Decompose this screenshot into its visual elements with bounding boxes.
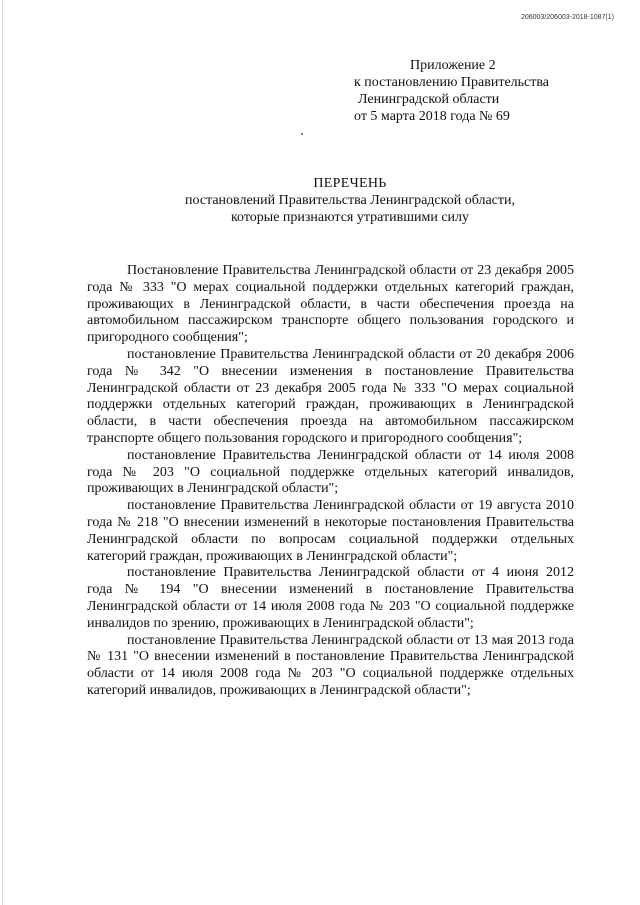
list-title: ПЕРЕЧЕНЬ <box>313 176 387 191</box>
appendix-ref-line: к постановлению Правительства <box>354 75 550 90</box>
list-subtitle-line-1: постановлений Правительства Ленинградской области, <box>184 193 516 208</box>
list-item: постановление Правительства Ленинградской области от 20 декабря 2006 года № 342 "О внесении изменения в постановление Правительства Ленинградской области от 23 декабря 2005 года № 333 "О мерах социальной поддержки отдельных категорий граждан, проживающих в Ленинградской области, в части обеспечения проезда на автомобильном пассажирском транспорте общего пользования городского и пригородного сообщения"; <box>87 346 574 446</box>
resolutions-list <box>87 263 574 700</box>
list-subtitle-line-2: которые признаются утратившими силу <box>230 210 470 225</box>
appendix-title: Приложение 2 <box>410 58 496 73</box>
scan-edge-line <box>2 0 3 905</box>
appendix-date-line: от 5 марта 2018 года № 69 <box>354 109 510 124</box>
list-item: постановление Правительства Ленинградской области от 19 августа 2010 года № 218 "О внесении изменений в некоторые постановления Правительства Ленинградской области по вопросам социальной поддержки отдельных категорий граждан, проживающих в Ленинградской области"; <box>87 498 574 564</box>
list-item: постановление Правительства Ленинградской области от 4 июня 2012 года № 194 "О внесении изменений в постановление Правительства Ленинградской области от 14 июля 2008 года № 203 "О социальной поддержке инвалидов по зрению, проживающих в Ленинградской области"; <box>87 565 574 631</box>
document-id: 206003/206003-2018-1087(1) <box>520 14 614 21</box>
appendix-block <box>354 57 614 125</box>
list-item: постановление Правительства Ленинградской области от 13 мая 2013 года № 131 "О внесении изменений в постановление Правительства Ленинградской области от 14 июля 2008 года № 203 "О социальной поддержке отдельных категорий инвалидов, проживающих в Ленинградской области"; <box>87 632 574 698</box>
scan-speck <box>301 133 303 135</box>
list-item: Постановление Правительства Ленинградской области от 23 декабря 2005 года № 333 "О мерах социальной поддержки отдельных категорий граждан, проживающих в Ленинградской области, в части обеспечения проезда на автомобильном пассажирском транспорте общего пользования городского и пригородного сообщения"; <box>87 263 574 346</box>
appendix-region-line: Ленинградской области <box>358 92 500 107</box>
list-item: постановление Правительства Ленинградской области от 14 июля 2008 года № 203 "О социальной поддержке отдельных категорий инвалидов, проживающих в Ленинградской области"; <box>87 447 574 497</box>
list-title-block <box>60 175 640 226</box>
